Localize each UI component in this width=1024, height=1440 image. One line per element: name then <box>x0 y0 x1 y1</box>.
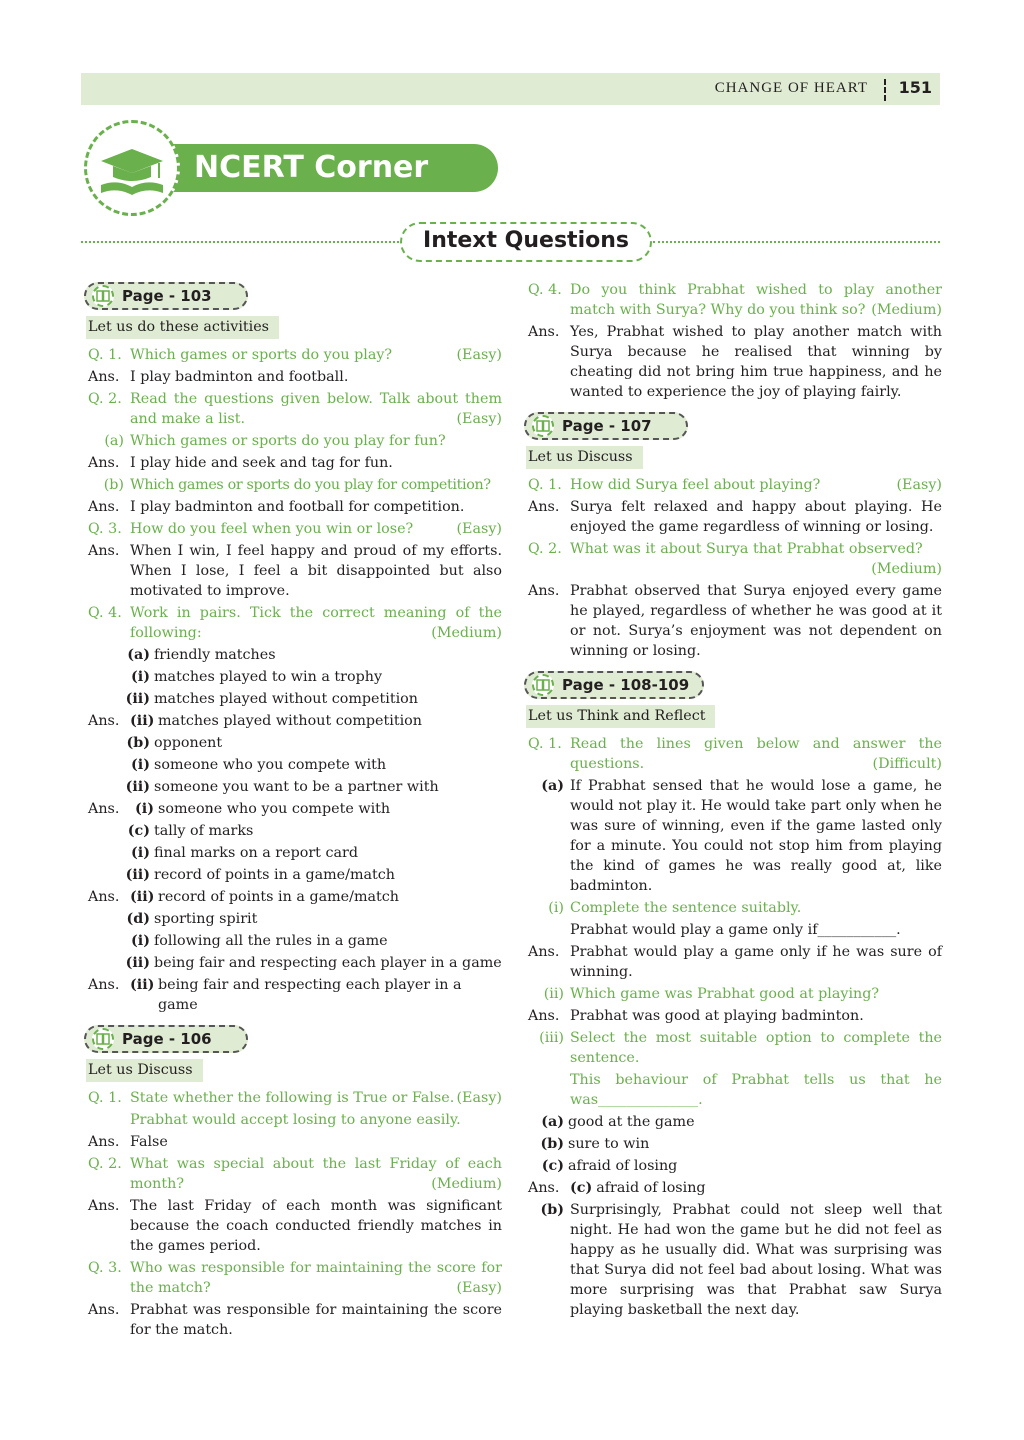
item-label: (c) <box>127 823 150 839</box>
answer <box>528 497 942 537</box>
option-text: final marks on a report card <box>154 845 358 861</box>
difficulty-level: (Easy) <box>456 411 502 427</box>
answer-label: Ans. <box>88 889 120 905</box>
answer <box>528 322 942 402</box>
question-text: What was special about the last Friday of each month? <box>130 1156 502 1192</box>
answer-label: Ans. <box>88 1302 120 1318</box>
book-icon <box>532 415 554 437</box>
answer-option: (c) <box>570 1180 593 1196</box>
difficulty-level: (Medium) <box>871 302 942 318</box>
answer-text: I play badminton and football for competition. <box>130 499 465 515</box>
difficulty-level: (Easy) <box>456 521 502 537</box>
sub-question <box>528 898 942 918</box>
answer-label: Ans. <box>528 583 560 599</box>
answer-text: When I win, I feel happy and proud of my efforts. When I lose, I feel a bit disappointed but also motivated to improve. <box>130 543 502 599</box>
answer-label: Ans. <box>88 713 120 729</box>
statement-text: Prabhat would accept losing to anyone easily. <box>130 1112 461 1128</box>
question <box>528 734 942 774</box>
question <box>88 1258 502 1298</box>
passage <box>528 1200 942 1320</box>
question-number: Q. 1. <box>528 477 562 493</box>
question-number: Q. 1. <box>528 736 562 752</box>
answer-text: afraid of losing <box>596 1180 706 1196</box>
question <box>528 280 942 320</box>
option-label: (ii) <box>125 867 150 883</box>
item-label: (a) <box>127 647 150 663</box>
answer-text: I play badminton and football. <box>130 369 349 385</box>
option-text: someone you want to be a partner with <box>154 779 439 795</box>
question-text: How did Surya feel about playing? <box>570 477 821 493</box>
option-label: (i) <box>131 933 150 949</box>
difficulty-level: (Easy) <box>896 477 942 493</box>
difficulty-level: (Medium) <box>871 561 942 577</box>
answer-text: someone who you compete with <box>158 801 391 817</box>
answer-label: Ans. <box>528 324 560 340</box>
question-text: How do you feel when you win or lose? <box>130 521 414 537</box>
question-number: Q. 2. <box>528 541 562 557</box>
answer-label: Ans. <box>88 499 120 515</box>
answer-label: Ans. <box>88 977 120 993</box>
passage-text: If Prabhat sensed that he would lose a game, he would not play it. He would take part only when he was sure of winning, even if the game lasted only for a minute. You could not stop him from playing the kind of games he was really good at, like badminton. <box>570 778 942 894</box>
question-text: Work in pairs. Tick the correct meaning of the following: <box>130 605 502 641</box>
answer-option: (ii) <box>130 977 155 993</box>
section-rule-left <box>81 241 399 243</box>
answer-text: Prabhat was good at playing badminton. <box>570 1008 864 1024</box>
sub-question-label: (iii) <box>539 1030 564 1046</box>
answer-text: I play hide and seek and tag for fun. <box>130 455 393 471</box>
sub-question-text: Which games or sports do you play for competition? <box>130 477 491 493</box>
answer-text: record of points in a game/match <box>158 889 399 905</box>
section-heading <box>400 222 652 262</box>
sub-question <box>528 984 942 1004</box>
answer-label: Ans. <box>528 944 560 960</box>
question <box>88 345 502 365</box>
answer-text: The last Friday of each month was significant because the coach conducted friendly matches in the games period. <box>130 1198 502 1254</box>
left-column <box>88 280 502 1342</box>
answer <box>88 1196 502 1256</box>
difficulty-level: (Easy) <box>456 1280 502 1296</box>
answer <box>528 581 942 661</box>
question-number: Q. 2. <box>88 1156 122 1172</box>
section-title: Intext Questions <box>423 228 629 253</box>
book-icon <box>92 285 114 307</box>
statement <box>528 920 942 940</box>
question-number: Q. 4. <box>528 282 562 298</box>
answer-label: Ans. <box>528 1008 560 1024</box>
option-text: matches played without competition <box>154 691 418 707</box>
answer-text: False <box>130 1134 168 1150</box>
answer-text: Yes, Prabhat wished to play another match with Surya because he realised that winning by cheating did not bring him true happiness, and he wanted to experience the joy of playing fairly. <box>570 324 942 400</box>
question <box>528 475 942 495</box>
statement <box>88 1110 502 1130</box>
option-text: someone who you compete with <box>154 757 387 773</box>
item-term: tally of marks <box>154 823 254 839</box>
passage-text: Surprisingly, Prabhat could not sleep well that night. He had won the game but he did not feel as happy as he usually did. What was surprising was that Surya did not feel bad about losing. What was more surprising was that Prabhat saw Surya playing basketball the next day. <box>570 1202 942 1318</box>
q4-group-d <box>88 909 502 1015</box>
difficulty-level: (Easy) <box>456 1090 502 1106</box>
page-tag-label: Page - 107 <box>562 417 652 435</box>
page-tag-label: Page - 108-109 <box>562 676 690 694</box>
answer-option: (i) <box>135 801 154 817</box>
option-label: (ii) <box>125 779 150 795</box>
sub-question-text: Which games or sports do you play for fun? <box>130 433 446 449</box>
sub-question <box>88 431 502 451</box>
answer-text: Prabhat would play a game only if he was sure of winning. <box>570 944 942 980</box>
page-tag <box>84 282 248 310</box>
page-tag <box>524 671 704 699</box>
answer <box>88 367 502 387</box>
option-label: (ii) <box>125 955 150 971</box>
ncert-corner-banner <box>84 118 504 218</box>
sub-question-label: (a) <box>104 433 124 449</box>
question-text: Who was responsible for maintaining the score for the match? <box>130 1260 502 1296</box>
question-text: State whether the following is True or False. <box>130 1090 455 1106</box>
sub-question <box>88 475 502 495</box>
running-header <box>81 73 940 105</box>
answer <box>528 942 942 982</box>
difficulty-level: (Medium) <box>431 625 502 641</box>
passage-label: (a) <box>541 778 564 794</box>
subsection-label: Let us do these activities <box>86 316 279 339</box>
question-number: Q. 4. <box>88 605 122 621</box>
question-text: Read the lines given below and answer the questions. <box>570 736 942 772</box>
question <box>88 1088 502 1108</box>
question-number: Q. 3. <box>88 521 122 537</box>
q4-groups <box>88 645 502 1015</box>
answer-label: Ans. <box>88 369 120 385</box>
question <box>88 519 502 539</box>
item-term: sporting spirit <box>154 911 258 927</box>
page-tag-label: Page - 106 <box>122 1030 212 1048</box>
option-text: matches played to win a trophy <box>154 669 383 685</box>
sub-question-label: (b) <box>103 477 124 493</box>
option-label: (a) <box>541 1114 564 1130</box>
statement-text: Prabhat would play a game only if___________. <box>570 922 901 938</box>
question-text: What was it about Surya that Prabhat observed? <box>570 541 923 557</box>
page-tag <box>524 412 688 440</box>
option-text: good at the game <box>568 1114 695 1130</box>
sub-question <box>528 1028 942 1068</box>
sub-question-text: Complete the sentence suitably. <box>570 900 802 916</box>
answer <box>88 453 502 473</box>
page-number: 151 <box>898 78 932 97</box>
book-icon <box>532 674 554 696</box>
answer-label: Ans. <box>528 499 560 515</box>
question <box>88 389 502 429</box>
question-text: Read the questions given below. Talk about them and make a list. <box>130 391 502 427</box>
answer-option: (ii) <box>130 889 155 905</box>
graduation-cap-icon <box>84 120 180 216</box>
item-term: friendly matches <box>154 647 276 663</box>
sub-question-text: Which game was Prabhat good at playing? <box>570 986 880 1002</box>
answer-text: Prabhat was responsible for maintaining the score for the match. <box>130 1302 502 1338</box>
page-tag-label: Page - 103 <box>122 287 212 305</box>
question-number: Q. 2. <box>88 391 122 407</box>
subsection-label: Let us Discuss <box>86 1059 203 1082</box>
question <box>88 603 502 643</box>
question-text: Do you think Prabhat wished to play another match with Surya? Why do you think so? <box>570 282 942 318</box>
option-label: (ii) <box>125 691 150 707</box>
passage-label: (b) <box>540 1202 564 1218</box>
question-number: Q. 1. <box>88 347 122 363</box>
item-term: opponent <box>154 735 223 751</box>
option-text: following all the rules in a game <box>154 933 388 949</box>
page-tag <box>84 1025 248 1053</box>
question-text: Which games or sports do you play? <box>130 347 393 363</box>
section-rule-right <box>653 241 940 243</box>
answer-label: Ans. <box>88 543 120 559</box>
answer-label: Ans. <box>88 801 120 817</box>
option-text: sure to win <box>568 1136 650 1152</box>
passage <box>528 776 942 896</box>
item-label: (d) <box>126 911 150 927</box>
difficulty-level: (Difficult) <box>872 756 942 772</box>
answer <box>88 541 502 601</box>
answer-option: (ii) <box>130 713 155 729</box>
answer-text: Surya felt relaxed and happy about playing. He enjoyed the game regardless of winning or losing. <box>570 499 942 535</box>
answer-label: Ans. <box>528 1180 560 1196</box>
q4-group-a <box>88 645 502 731</box>
subsection-label: Let us Discuss <box>526 446 643 469</box>
option-label: (i) <box>131 757 150 773</box>
chapter-title: CHANGE OF HEART <box>714 80 868 96</box>
option-label: (i) <box>131 845 150 861</box>
sub-question-label: (i) <box>548 900 564 916</box>
subsection-label: Let us Think and Reflect <box>526 705 715 728</box>
option-label: (i) <box>131 669 150 685</box>
option-text: being fair and respecting each player in a game <box>154 955 502 971</box>
answer-text: being fair and respecting each player in a game <box>158 977 462 1013</box>
sub-question-label: (ii) <box>543 986 564 1002</box>
answer-text: Prabhat observed that Surya enjoyed every game he played, regardless of whether he was good at it or not. Surya’s enjoyment was not dependent on winning or losing. <box>570 583 942 659</box>
answer <box>88 1300 502 1340</box>
item-label: (b) <box>126 735 150 751</box>
option-text: record of points in a game/match <box>154 867 395 883</box>
answer <box>528 1006 942 1026</box>
question <box>528 539 942 579</box>
right-column <box>528 280 942 1322</box>
book-icon <box>92 1028 114 1050</box>
statement-text: This behaviour of Prabhat tells us that he was______________. <box>570 1072 942 1108</box>
answer-label: Ans. <box>88 455 120 471</box>
q4-group-b <box>88 733 502 819</box>
answer-label: Ans. <box>88 1134 120 1150</box>
q4-group-c <box>88 821 502 907</box>
difficulty-level: (Easy) <box>456 347 502 363</box>
option-text: afraid of losing <box>568 1158 678 1174</box>
answer-label: Ans. <box>88 1198 120 1214</box>
statement <box>528 1070 942 1110</box>
option-label: (b) <box>540 1136 564 1152</box>
header-separator <box>884 79 886 101</box>
difficulty-level: (Medium) <box>431 1176 502 1192</box>
option-label: (c) <box>541 1158 564 1174</box>
question-number: Q. 1. <box>88 1090 122 1106</box>
question <box>88 1154 502 1194</box>
answer <box>528 1178 942 1198</box>
sub-question-text: Select the most suitable option to complete the sentence. <box>570 1030 942 1066</box>
answer <box>88 497 502 517</box>
answer <box>88 1132 502 1152</box>
banner-title: NCERT Corner <box>194 150 429 185</box>
question-number: Q. 3. <box>88 1260 122 1276</box>
answer-text: matches played without competition <box>158 713 422 729</box>
